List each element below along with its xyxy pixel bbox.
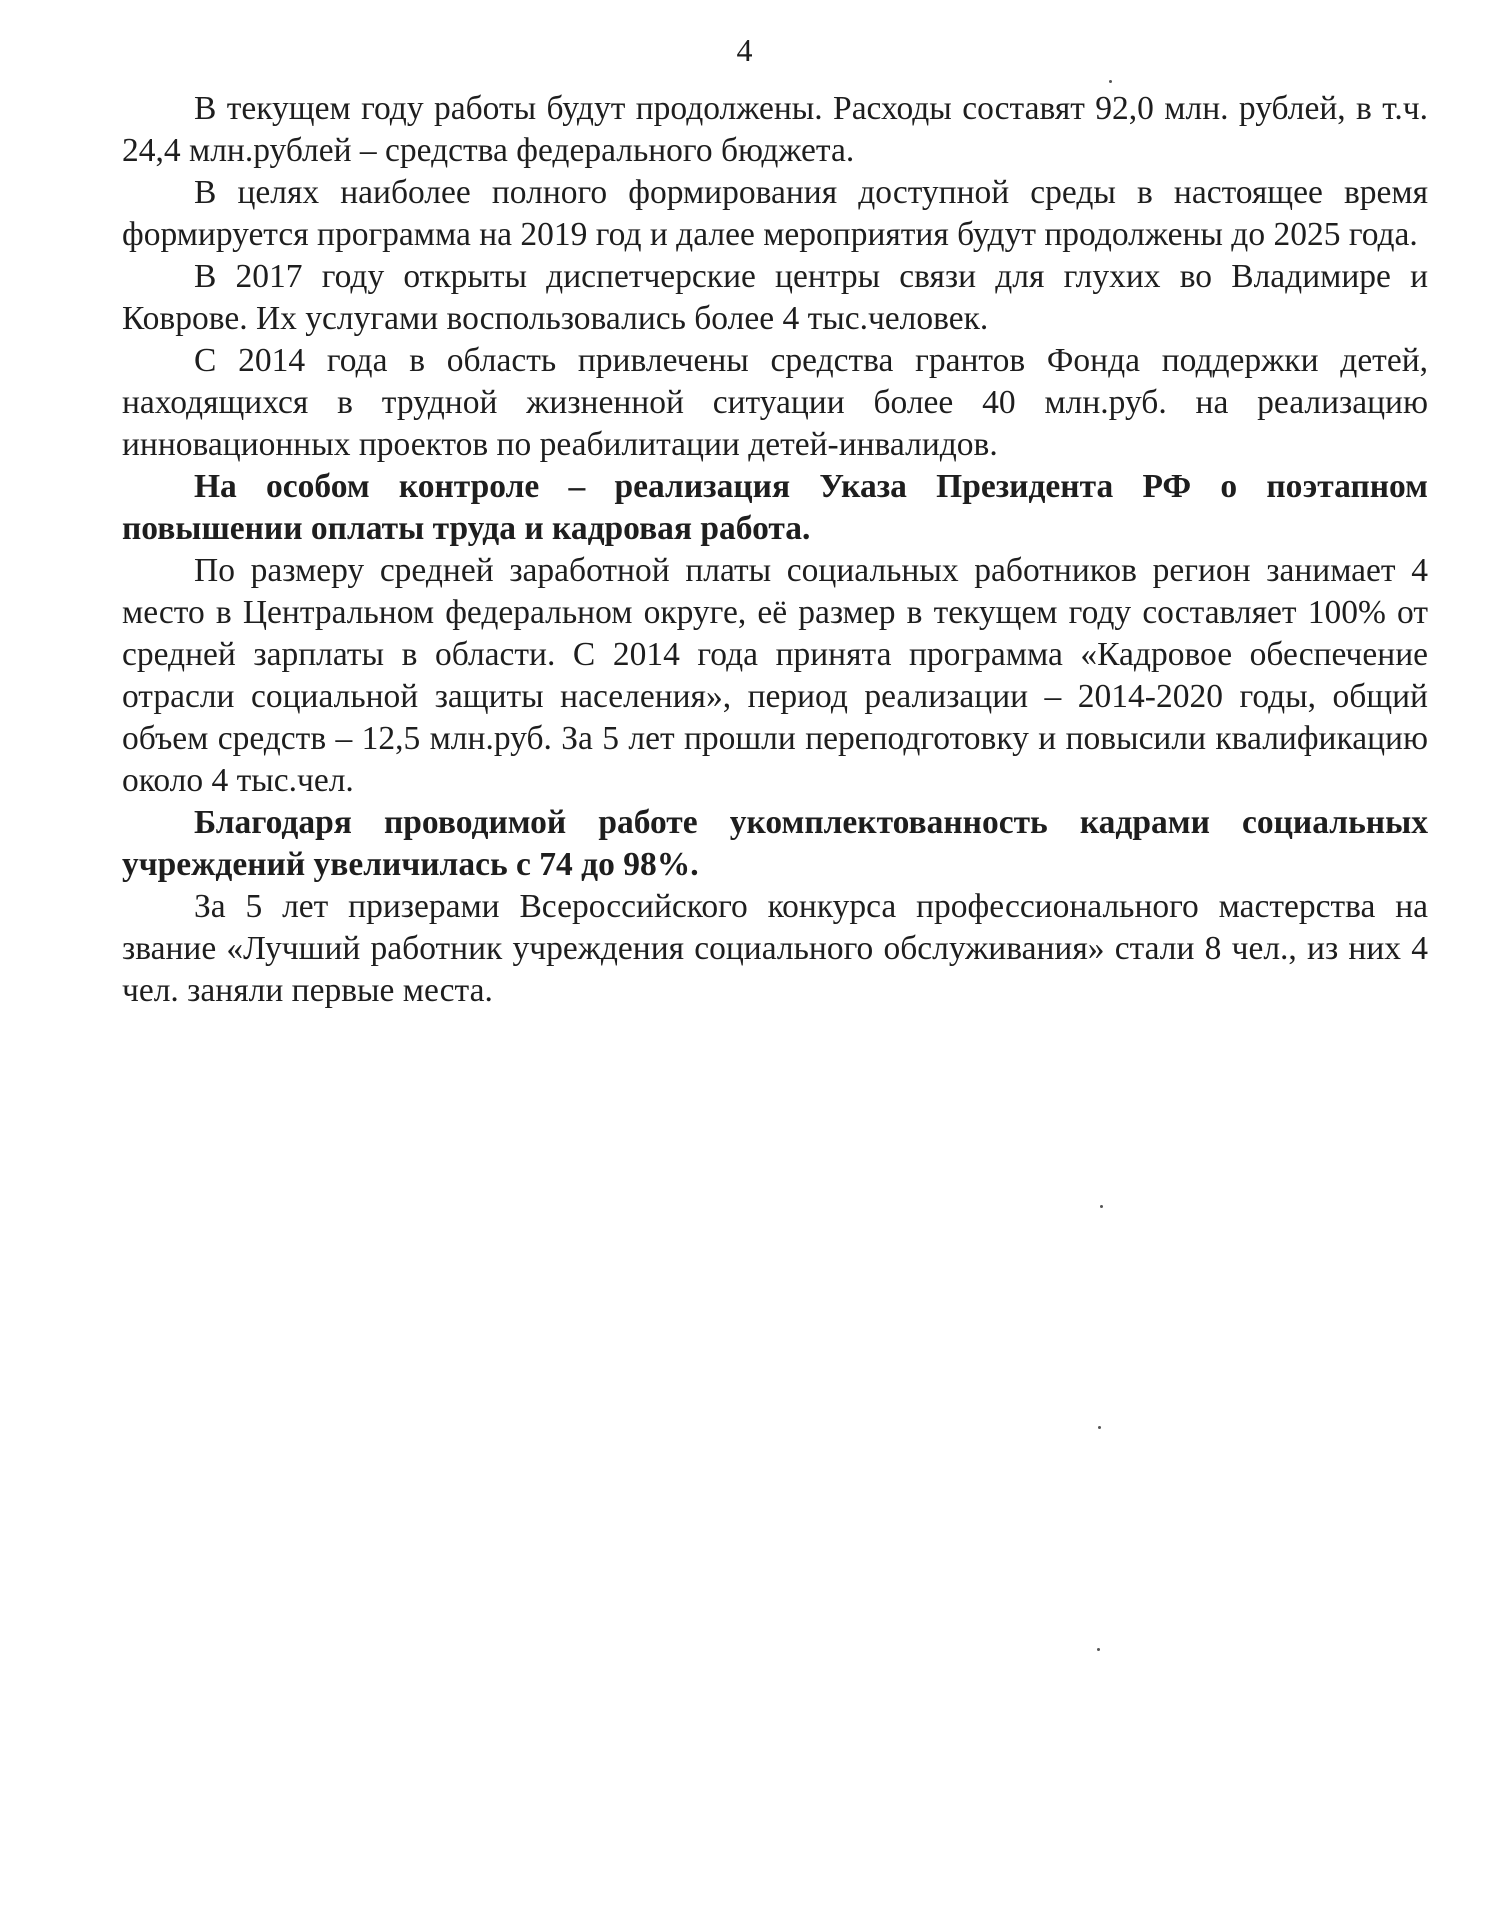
paragraph-accessible-environment: В целях наиболее полного формирования доступной среды в настоящее время формируется программа на 2019 год и далее мероприятия будут продолжены до 2025 года. (122, 174, 1428, 253)
paragraph-contest: За 5 лет призерами Всероссийского конкурса профессионального мастерства на звание «Лучший работник учреждения социального обслуживания» стали 8 чел., из них 4 чел. заняли первые места. (122, 888, 1428, 1009)
paragraph-deaf-centers: В 2017 году открыты диспетчерские центры связи для глухих во Владимире и Коврове. Их услугами воспользовались более 4 тыс.человек. (122, 258, 1428, 337)
paragraph-funding: В текущем году работы будут продолжены. Расходы составят 92,0 млн. рублей, в т.ч. 24,4 млн.рублей – средства федерального бюджета. (122, 90, 1428, 169)
scan-speck (1097, 1648, 1100, 1651)
scan-speck (1098, 1426, 1101, 1429)
scan-speck (1100, 1205, 1103, 1208)
document-body (122, 88, 1428, 1012)
paragraph-decree-control: На особом контроле – реализация Указа Президента РФ о поэтапном повышении оплаты труда и кадровая работа. (122, 468, 1428, 547)
paragraph-staffing: Благодаря проводимой работе укомплектованность кадрами социальных учреждений увеличилась с 74 до 98%. (122, 804, 1428, 883)
paragraph-salary: По размеру средней заработной платы социальных работников регион занимает 4 место в Центральном федеральном округе, её размер в текущем году составляет 100% от средней зарплаты в области. С 2014 года принята программа «Кадровое обеспечение отрасли социальной защиты населения», период реализации – 2014-2020 годы, общий объем средств – 12,5 млн.руб. За 5 лет прошли переподготовку и повысили квалификацию около 4 тыс.чел. (122, 552, 1428, 799)
paragraph-grants: С 2014 года в область привлечены средства грантов Фонда поддержки детей, находящихся в трудной жизненной ситуации более 40 млн.руб. на реализацию инновационных проектов по реабилитации детей-инвалидов. (122, 342, 1428, 463)
page-number: 4 (736, 32, 753, 68)
scan-speck (1109, 80, 1112, 83)
